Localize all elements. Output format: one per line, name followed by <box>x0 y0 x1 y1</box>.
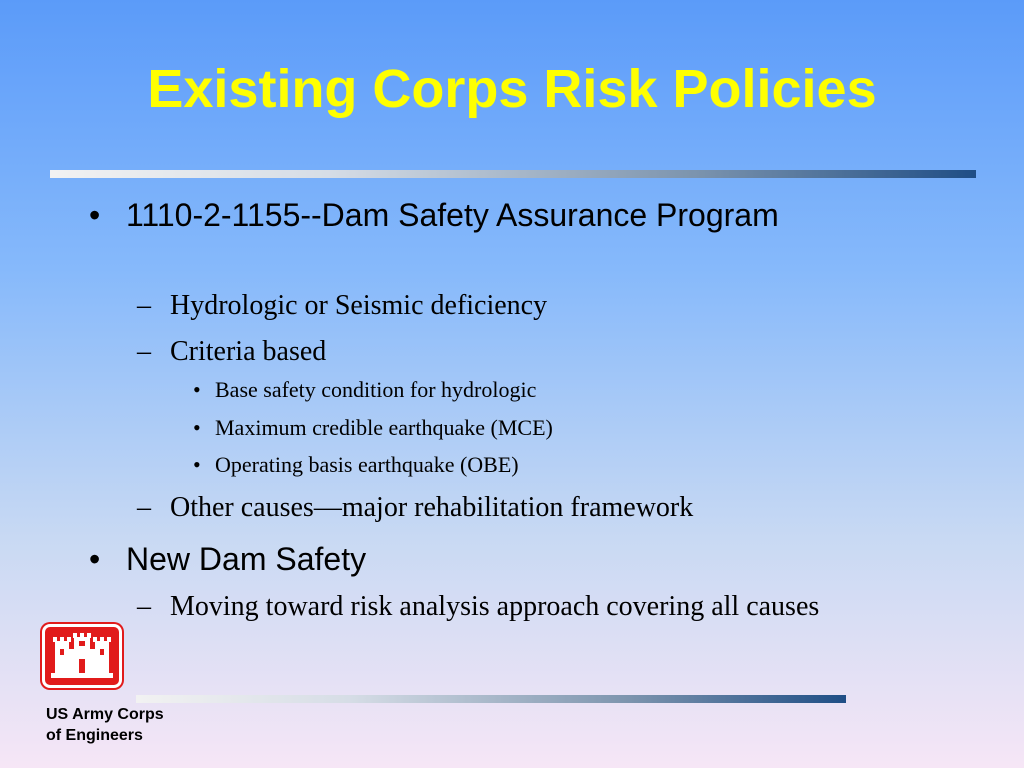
subitem-risk-analysis <box>137 589 890 624</box>
bullet-text: New Dam Safety <box>126 541 367 577</box>
title-divider <box>50 170 976 178</box>
bullet-marker: • <box>193 415 201 440</box>
subitem-text: Other causes—major rehabilitation framework <box>170 492 694 523</box>
subitem-text: Moving toward risk analysis approach covering all causes <box>170 591 820 622</box>
subsubitem-mce <box>193 415 553 441</box>
dash-marker: – <box>137 492 151 523</box>
subsubitem-base-safety <box>193 377 537 403</box>
organization-line-1: US Army Corps <box>46 706 164 723</box>
castle-icon <box>42 624 122 688</box>
subitem-other-causes <box>137 490 694 525</box>
subitem-criteria <box>137 334 327 369</box>
subsubitem-obe <box>193 452 519 478</box>
subsubitem-text: Maximum credible earthquake (MCE) <box>215 415 553 440</box>
dash-marker: – <box>137 290 151 321</box>
subsubitem-text: Operating basis earthquake (OBE) <box>215 452 519 477</box>
subitem-text: Hydrologic or Seismic deficiency <box>170 290 548 321</box>
slide-title: Existing Corps Risk Policies <box>147 59 877 119</box>
bullet-text: 1110-2-1155--Dam Safety Assurance Program <box>126 197 779 233</box>
subsubitem-text: Base safety condition for hydrologic <box>215 377 537 402</box>
dash-marker: – <box>137 591 151 622</box>
organization-line-2: of Engineers <box>46 727 143 744</box>
bullet-marker: • <box>193 452 201 477</box>
subitem-text: Criteria based <box>170 336 327 367</box>
bullet-marker: • <box>89 197 101 233</box>
subitem-hydrologic <box>137 288 548 323</box>
organization-name <box>46 704 164 746</box>
footer-divider <box>136 695 846 703</box>
dash-marker: – <box>137 336 151 367</box>
bullet-dam-safety-assurance <box>89 196 826 234</box>
bullet-marker: • <box>193 377 201 402</box>
bullet-new-dam-safety <box>89 540 367 578</box>
bullet-marker: • <box>89 541 101 577</box>
